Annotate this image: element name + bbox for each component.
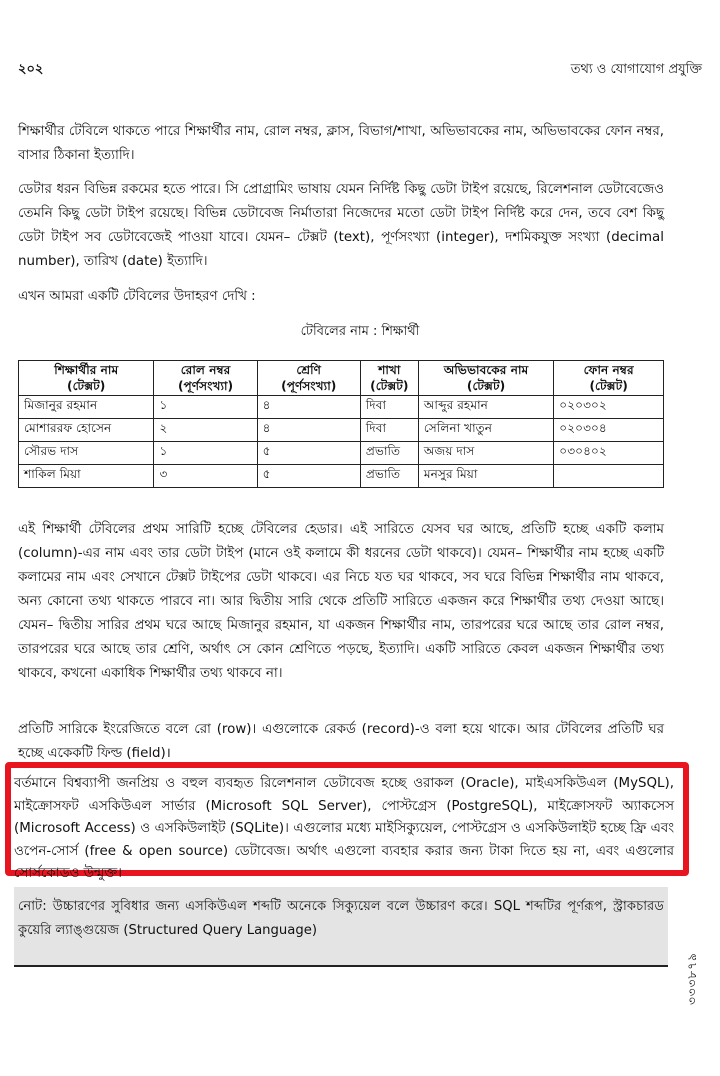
- table-row: [19, 419, 664, 442]
- cell-phone: ০৩০৪০২: [554, 442, 664, 465]
- table-caption: টেবিলের নাম : শিক্ষার্থী: [300, 324, 420, 339]
- paragraph-data-types: ডেটার ধরন বিভিন্ন রকমের হতে পারে। সি প্রোগ্রামিং ভাষায় যেমন নির্দিষ্ট কিছু ডেটা টাইপ রয়েছে, রিলেশনাল ডেটাবেজেও তেমনি কিছু ডেটা টাইপ রয়েছে। বিভিন্ন ডেটাবেজ নির্মাতারা নিজেদের মতো ডেটা টাইপ নির্দিষ্ট করে দেন, তবে বেশ কিছু ডেটা টাইপ সব ডেটাবেজেই পাওয়া যাবে। যেমন– টেক্সট (text), পূর্ণসংখ্যা (integer), দশমিকযুক্ত সংখ্যা (decimal number), তারিখ (date) ইত্যাদি।: [18, 182, 664, 269]
- cell-shift: প্রভাতি: [360, 465, 418, 488]
- book-subject: তথ্য ও যোগাযোগ প্রযুক্তি: [570, 62, 702, 77]
- page-header: [18, 60, 702, 82]
- cell-student-name: সৌরভ দাস: [19, 442, 154, 465]
- cell-phone: ০২০৩০২: [554, 396, 664, 419]
- page-number: ২০২: [18, 62, 44, 77]
- table-row: [19, 442, 664, 465]
- cell-guardian: মনসুর মিয়া: [418, 465, 553, 488]
- student-table: [18, 360, 664, 488]
- header-type: (টেক্সট): [370, 379, 409, 393]
- cell-roll: ২: [154, 419, 257, 442]
- cell-class: ৪: [257, 396, 360, 419]
- header-type: (টেক্সট): [589, 379, 628, 393]
- side-margin-code: ৩৩৩৮৭৯: [685, 952, 699, 1005]
- cell-guardian: সেলিনা খাতুন: [418, 419, 553, 442]
- paragraph-student-fields: শিক্ষার্থীর টেবিলে থাকতে পারে শিক্ষার্থীর নাম, রোল নম্বর, ক্লাস, বিভাগ/শাখা, অভিভাবকের নাম, অভিভাবকের ফোন নম্বর, বাসার ঠিকানা ইত্যাদি।: [18, 124, 664, 163]
- cell-phone: [554, 465, 664, 488]
- header-cell-name: [19, 361, 154, 396]
- header-label: শ্রেণি: [296, 363, 322, 377]
- cell-class: ৫: [257, 465, 360, 488]
- header-label: অভিভাবকের নাম: [443, 363, 529, 377]
- cell-student-name: শাকিল মিয়া: [19, 465, 154, 488]
- paragraph-table-intro: এখন আমরা একটি টেবিলের উদাহরণ দেখি :: [18, 289, 256, 304]
- cell-class: ৪: [257, 419, 360, 442]
- cell-guardian: অজয় দাস: [418, 442, 553, 465]
- table-row: [19, 396, 664, 419]
- cell-shift: দিবা: [360, 396, 418, 419]
- header-cell-class: [257, 361, 360, 396]
- header-label: শাখা: [378, 363, 401, 377]
- note-text: নোট: উচ্চারণের সুবিধার জন্য এসকিউএল শব্দটি অনেকে সিক্যুয়েল বলে উচ্চারণ করে। SQL শব্দটির পূর্ণরূপ, স্ট্রাকচারড কুয়েরি ল্যাঙ্গুয়েজ (Structured Query Language): [18, 899, 664, 938]
- cell-roll: ৩: [154, 465, 257, 488]
- header-type: (টেক্সট): [67, 379, 106, 393]
- cell-student-name: মোশাররফ হোসেন: [19, 419, 154, 442]
- note-box: [14, 887, 668, 967]
- cell-shift: দিবা: [360, 419, 418, 442]
- table-header-row: [19, 361, 664, 396]
- cell-class: ৫: [257, 442, 360, 465]
- cell-phone: ০২০৩০৪: [554, 419, 664, 442]
- paragraph-popular-databases: বর্তমানে বিশ্বব্যাপী জনপ্রিয় ও বহুল ব্যবহৃত রিলেশনাল ডেটাবেজ হচ্ছে ওরাকল (Oracle), মাইএসকিউএল (MySQL), মাইক্রোসফট এসকিউএল সার্ভার (Microsoft SQL Server), পোস্টগ্রেস (PostgreSQL), মাইক্রোসফট অ্যাকসেস (Microsoft Access) ও এসকিউলাইট (SQLite)। এগুলোর মধ্যে মাইসিক্যুয়েল, পোস্টগ্রেস ও এসকিউলাইট হচ্ছে ফ্রি এবং ওপেন-সোর্স (free & open source) ডেটাবেজ। অর্থাৎ এগুলো ব্যবহার করার জন্য টাকা দিতে হয় না, এবং এগুলোর সোর্সকোডও উন্মুক্ত।: [14, 776, 674, 881]
- header-type: (টেক্সট): [466, 379, 506, 393]
- paragraph-header-explanation: এই শিক্ষার্থী টেবিলের প্রথম সারিটি হচ্ছে টেবিলের হেডার। এই সারিতে যেসব ঘর আছে, প্রতিটি হচ্ছে একটি কলাম (column)-এর নাম এবং তার ডেটা টাইপ (মানে ওই কলামে কী ধরনের ডেটা থাকবে)। যেমন– শিক্ষার্থীর নাম হচ্ছে একটি কলামের নাম এবং সেখানে টেক্সট টাইপের ডেটা থাকবে। এর নিচে যত ঘর থাকবে, সব ঘরে বিভিন্ন শিক্ষার্থীর নাম থাকবে, অন্য কোনো তথ্য থাকতে পারবে না। আর দ্বিতীয় সারি থেকে প্রতিটি সারিতে একজন করে শিক্ষার্থীর তথ্য দেওয়া আছে। যেমন– দ্বিতীয় সারির প্রথম ঘরে আছে মিজানুর রহমান, যা একজন শিক্ষার্থীর নাম, তারপরের ঘরে আছে তার রোল নম্বর, তারপরের ঘরে আছে তার শ্রেণি, অর্থাৎ সে কোন শ্রেণিতে পড়ছে, ইত্যাদি। একটি সারিতে কেবল একজন শিক্ষার্থীর তথ্য থাকবে, কখনো একাধিক শিক্ষার্থীর তথ্য থাকবে না।: [18, 522, 664, 681]
- paragraph-row-record-field: প্রতিটি সারিকে ইংরেজিতে বলে রো (row)। এগুলোকে রেকর্ড (record)-ও বলা হয়ে থাকে। আর টেবিলের প্রতিটি ঘর হচ্ছে একেকটি ফিল্ড (field)।: [18, 722, 664, 761]
- header-cell-shift: [360, 361, 418, 396]
- cell-student-name: মিজানুর রহমান: [19, 396, 154, 419]
- header-cell-roll: [154, 361, 257, 396]
- header-cell-guardian: [418, 361, 553, 396]
- cell-guardian: আব্দুর রহমান: [418, 396, 553, 419]
- cell-roll: ১: [154, 396, 257, 419]
- table-row: [19, 465, 664, 488]
- cell-shift: প্রভাতি: [360, 442, 418, 465]
- header-type: (পূর্ণসংখ্যা): [281, 379, 337, 393]
- header-label: রোল নম্বর: [180, 363, 231, 377]
- cell-roll: ১: [154, 442, 257, 465]
- header-label: শিক্ষার্থীর নাম: [54, 363, 119, 377]
- header-type: (পূর্ণসংখ্যা): [177, 379, 234, 393]
- header-cell-phone: [554, 361, 664, 396]
- header-label: ফোন নম্বর: [583, 363, 634, 377]
